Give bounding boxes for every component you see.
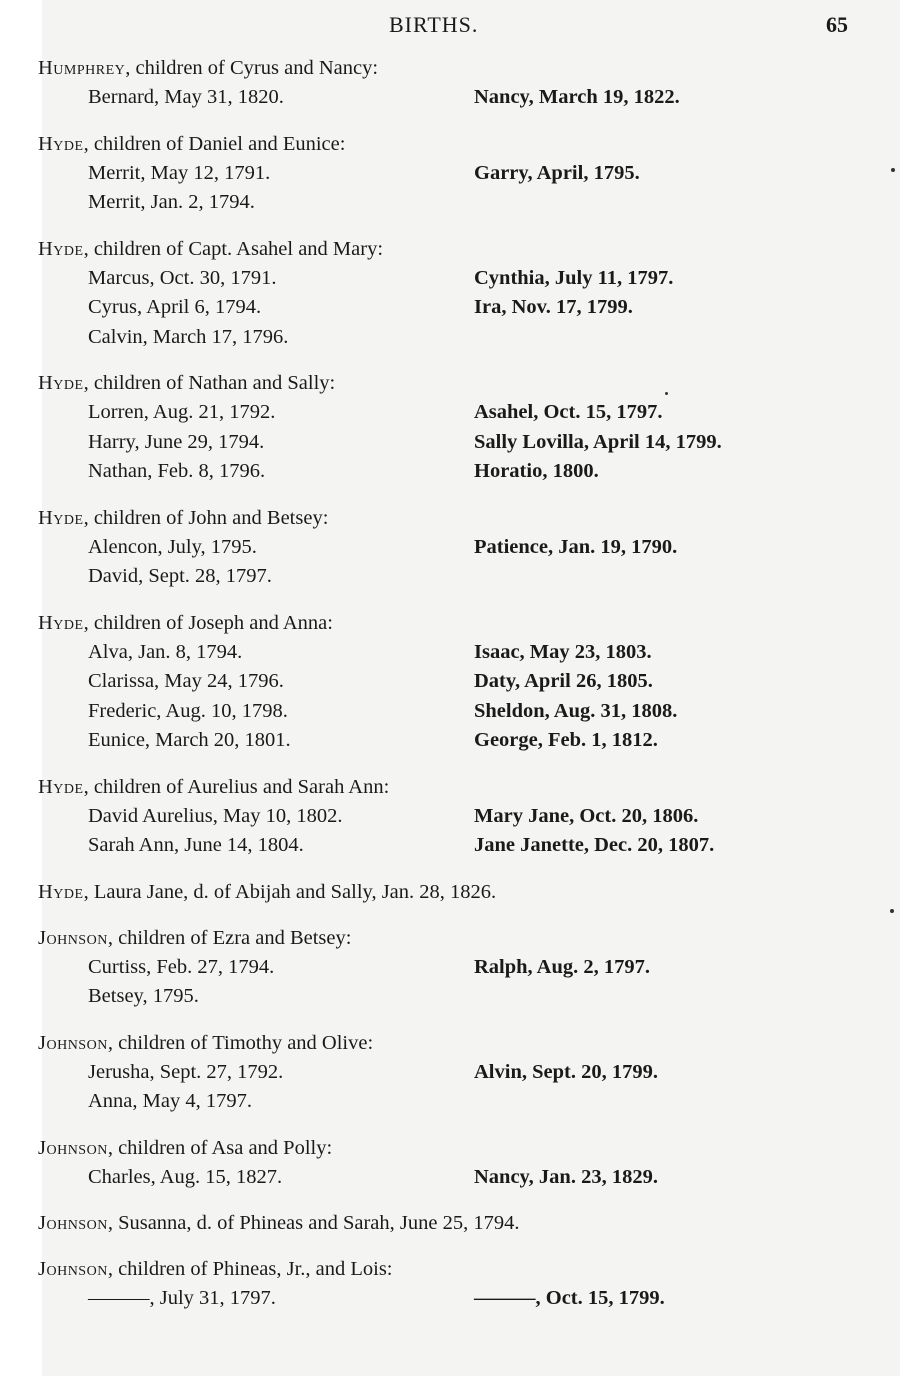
child-left: David Aurelius, May 10, 1802.: [88, 804, 343, 827]
child-right: [474, 188, 838, 218]
child-left: Frederic, Aug. 10, 1798.: [88, 699, 288, 722]
child-right: Sally Lovilla, April 14, 1799.: [474, 430, 722, 453]
child-right: Alvin, Sept. 20, 1799.: [474, 1060, 658, 1083]
surname: Hyde: [38, 132, 84, 155]
entry-heading: [38, 924, 838, 953]
entry-description: , children of Aurelius and Sarah Ann:: [83, 775, 390, 798]
entry-heading: [38, 878, 838, 907]
surname: Hyde: [38, 611, 84, 634]
entry-description: , children of Timothy and Olive:: [107, 1031, 374, 1054]
entry-description: , Laura Jane, d. of Abijah and Sally, Jan. 28, 1826.: [83, 880, 497, 903]
child-right: [474, 1087, 838, 1117]
child-row: [38, 982, 838, 1012]
child-right: Sheldon, Aug. 31, 1808.: [474, 699, 678, 722]
record-entry: [38, 130, 838, 218]
page-number: 65: [826, 12, 848, 37]
page-margin: [0, 0, 42, 1376]
record-entry: [38, 773, 838, 861]
print-speck: [665, 392, 668, 395]
record-entry: [38, 54, 838, 113]
surname: Humphrey: [38, 57, 126, 79]
entry-description: , children of Daniel and Eunice:: [83, 132, 346, 155]
child-left: Bernard, May 31, 1820.: [88, 86, 284, 108]
child-left: Marcus, Oct. 30, 1791.: [88, 266, 277, 289]
entry-heading: [38, 1029, 838, 1058]
child-right: Ira, Nov. 17, 1799.: [474, 296, 633, 318]
child-right: [474, 562, 838, 592]
child-row: [38, 428, 838, 458]
child-right: Nancy, Jan. 23, 1829.: [474, 1165, 658, 1188]
entry-description: , children of John and Betsey:: [83, 506, 329, 529]
entry-heading: [38, 1255, 838, 1284]
child-right: Ralph, Aug. 2, 1797.: [474, 955, 651, 978]
child-row: [38, 533, 838, 563]
child-left: Clarissa, May 24, 1796.: [88, 670, 284, 692]
child-left: Alva, Jan. 8, 1794.: [88, 640, 243, 663]
section-title: BIRTHS.: [389, 12, 479, 37]
entry-description: , children of Phineas, Jr., and Lois:: [107, 1258, 393, 1280]
entry-heading: [38, 1209, 838, 1238]
record-entry: [38, 924, 838, 1012]
child-right: ———, Oct. 15, 1799.: [474, 1287, 665, 1309]
child-left: Anna, May 4, 1797.: [88, 1090, 252, 1112]
record-entry: [38, 1029, 838, 1117]
child-left: Charles, Aug. 15, 1827.: [88, 1165, 283, 1188]
child-row: [38, 188, 838, 218]
child-left: Betsey, 1795.: [88, 985, 199, 1007]
child-row: [38, 831, 838, 861]
child-right: Garry, April, 1795.: [474, 161, 640, 184]
child-row: [38, 1163, 838, 1193]
surname: Hyde: [38, 237, 84, 260]
child-left: Eunice, March 20, 1801.: [88, 729, 291, 751]
child-right: Daty, April 26, 1805.: [474, 670, 653, 692]
child-left: ———, July 31, 1797.: [88, 1287, 276, 1309]
surname: Hyde: [38, 506, 84, 529]
child-row: [38, 1087, 838, 1117]
child-row: [38, 83, 838, 113]
record-entry: [38, 1134, 838, 1193]
entry-heading: [38, 130, 838, 159]
surname: Johnson: [38, 926, 108, 949]
child-right: Isaac, May 23, 1803.: [474, 640, 652, 663]
child-row: [38, 264, 838, 294]
entry-heading: [38, 1134, 838, 1163]
child-right: George, Feb. 1, 1812.: [474, 729, 658, 751]
child-right: Nancy, March 19, 1822.: [474, 86, 680, 108]
print-speck: [890, 909, 894, 913]
child-row: [38, 293, 838, 323]
entry-description: , children of Nathan and Sally:: [83, 372, 336, 394]
page-header: [0, 12, 900, 42]
child-right: [474, 323, 838, 353]
child-row: [38, 667, 838, 697]
child-left: Cyrus, April 6, 1794.: [88, 296, 262, 318]
surname: Johnson: [38, 1136, 108, 1159]
child-left: Calvin, March 17, 1796.: [88, 325, 289, 348]
child-left: Merrit, May 12, 1791.: [88, 161, 271, 184]
child-row: [38, 638, 838, 668]
child-left: Curtiss, Feb. 27, 1794.: [88, 955, 275, 978]
entry-heading: [38, 773, 838, 802]
child-left: David, Sept. 28, 1797.: [88, 565, 272, 587]
child-row: [38, 726, 838, 756]
entry-heading: [38, 609, 838, 638]
child-right: Patience, Jan. 19, 1790.: [474, 535, 678, 558]
child-left: Lorren, Aug. 21, 1792.: [88, 401, 276, 423]
child-right: Jane Janette, Dec. 20, 1807.: [474, 834, 715, 856]
entry-description: , children of Joseph and Anna:: [83, 611, 333, 634]
surname: Johnson: [38, 1212, 108, 1234]
print-speck: [891, 168, 895, 172]
record-entry: [38, 369, 838, 487]
entry-description: , children of Capt. Asahel and Mary:: [83, 237, 384, 260]
child-row: [38, 802, 838, 832]
child-left: Sarah Ann, June 14, 1804.: [88, 834, 304, 856]
child-left: Nathan, Feb. 8, 1796.: [88, 460, 266, 482]
entry-description: , Susanna, d. of Phineas and Sarah, June 25, 1794.: [107, 1212, 520, 1234]
birth-records: [38, 54, 838, 1331]
child-row: [38, 398, 838, 428]
entry-heading: [38, 369, 838, 398]
child-row: [38, 953, 838, 983]
child-left: Merrit, Jan. 2, 1794.: [88, 191, 255, 213]
child-right: Horatio, 1800.: [474, 460, 599, 482]
entry-description: , children of Asa and Polly:: [107, 1136, 333, 1159]
child-left: Harry, June 29, 1794.: [88, 430, 265, 453]
surname: Hyde: [38, 880, 84, 903]
child-right: [474, 982, 838, 1012]
surname: Hyde: [38, 372, 84, 394]
child-row: [38, 323, 838, 353]
entry-heading: [38, 54, 838, 83]
record-entry: [38, 504, 838, 592]
record-entry: [38, 1209, 838, 1238]
surname: Johnson: [38, 1031, 108, 1054]
child-row: [38, 562, 838, 592]
child-right: Cynthia, July 11, 1797.: [474, 266, 674, 289]
surname: Johnson: [38, 1258, 108, 1280]
child-left: Jerusha, Sept. 27, 1792.: [88, 1060, 284, 1083]
record-entry: [38, 878, 838, 907]
child-row: [38, 159, 838, 189]
child-row: [38, 457, 838, 487]
record-entry: [38, 609, 838, 756]
record-entry: [38, 1255, 838, 1314]
child-row: [38, 1284, 838, 1314]
record-entry: [38, 235, 838, 353]
entry-heading: [38, 504, 838, 533]
surname: Hyde: [38, 775, 84, 798]
entry-heading: [38, 235, 838, 264]
entry-description: , children of Cyrus and Nancy:: [125, 57, 379, 79]
child-right: Asahel, Oct. 15, 1797.: [474, 401, 663, 423]
child-left: Alencon, July, 1795.: [88, 535, 257, 558]
child-right: Mary Jane, Oct. 20, 1806.: [474, 804, 699, 827]
child-row: [38, 1058, 838, 1088]
entry-description: , children of Ezra and Betsey:: [107, 926, 352, 949]
child-row: [38, 697, 838, 727]
